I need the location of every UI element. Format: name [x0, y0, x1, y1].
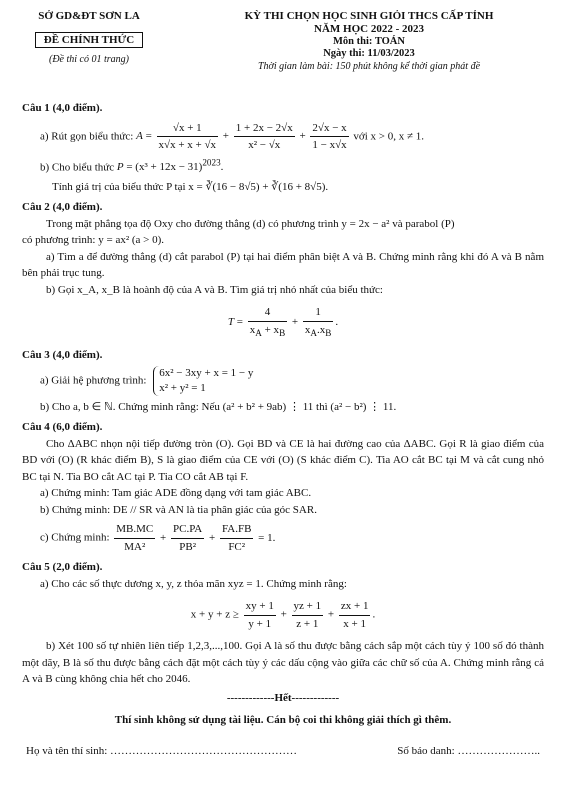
- q1b-formula: $P = (x^3 + 12x - 31)^{2023}$.: [116, 157, 224, 174]
- official-label: ĐỀ CHÍNH THỨC: [35, 32, 143, 48]
- question-4-title: Câu 4 (6,0 điểm).: [22, 421, 103, 434]
- q1b-tail: Tính giá trị của biểu thức P tại: [52, 180, 186, 193]
- q3a-prefix: a) Giải hệ phương trình:: [40, 374, 147, 387]
- exam-content: [22, 96, 544, 759]
- question-1b-tail: [22, 179, 544, 196]
- q1a-formula: A = $\frac{√x + 1}{x√x + x + √x}$ + $\frac{1 + 2x - 2√x}{\text{x² − √x}}$ + $\frac{2√x - x}{1 - x√x}$: [136, 121, 347, 151]
- question-1-title: Câu 1 (4,0 điểm).: [22, 102, 103, 114]
- question-3-title: Câu 3 (4,0 điểm).: [22, 348, 103, 361]
- equation-1: 6x² − 3xy + x = 1 − y: [159, 367, 254, 380]
- question-4a: a) Chứng minh: Tam giác ADE đồng dạng với tam giác ABC.: [40, 487, 312, 500]
- q4c-prefix: c) Chứng minh:: [40, 531, 110, 544]
- exam-date: Ngày thi: 11/03/2023: [323, 48, 415, 59]
- q4c-formula: $\frac{MB.MC}{\text{MA²}}$ + $\frac{PC.PA}{\text{PB²}}$ + $\frac{FA.FB}{\text{FC²}}$ = 1.: [116, 523, 276, 553]
- q2-formula-T: T = $\frac{4}{x_A + x_B}$ + $\frac{1}{x_A.x_B}$ .: [227, 306, 339, 338]
- equation-2: x² + y² = 1: [159, 381, 206, 394]
- equation-system: [153, 366, 253, 396]
- candidate-id-field: Số báo danh: …………………..: [397, 744, 540, 757]
- q1a-condition: với x > 0, x ≠ 1.: [353, 130, 425, 143]
- footer-note: Thí sinh không sử dụng tài liệu. Cán bộ coi thi không giải thích gì thêm.: [114, 714, 452, 727]
- question-2b: b) Gọi x_A, x_B là hoành độ của A và B. Tìm giá trị nhỏ nhất của biểu thức:: [46, 283, 383, 296]
- question-1b: [22, 157, 544, 176]
- question-2-title: Câu 2 (4,0 điểm).: [22, 201, 103, 214]
- header-right: [184, 10, 554, 72]
- question-1a: [22, 120, 544, 154]
- school-year: NĂM HỌC 2022 - 2023: [314, 23, 424, 35]
- question-4b: b) Chứng minh: DE // SR và AN là tia phân giác của góc SAR.: [40, 503, 317, 516]
- question-2-intro-1: Trong mặt phẳng tọa độ Oxy cho đường thẳng (d) có phương trình y = 2x − a² và parabol (P): [46, 217, 455, 230]
- end-marker: -------------Hết-------------: [226, 691, 340, 704]
- time-note: Thời gian làm bài: 150 phút không kể thời gian phát đề: [257, 61, 481, 72]
- q1b-prefix: b) Cho biểu thức: [40, 161, 115, 174]
- page-count-note: (Đề thi có 01 trang): [49, 54, 129, 65]
- question-4c: [22, 521, 544, 555]
- q1a-prefix: a) Rút gọn biểu thức:: [40, 130, 134, 143]
- question-4-intro: Cho ΔABC nhọn nội tiếp đường tròn (O). Gọi BD và CE là hai đường cao của ΔABC. Gọi R là giao điểm của BD với (O) (R khác điểm B), S là giao điểm của CE với (O) (S khác điểm C). Tia AO cắt BC tại M và cắt cung nhỏ BC tại N. Tia BO cắt AC tại P. Tia CO cắt AB tại F.: [22, 437, 544, 483]
- question-5-title: Câu 5 (2,0 điểm).: [22, 561, 103, 574]
- department-name: SỞ GD&ĐT SƠN LA: [38, 10, 140, 22]
- exam-title: KỲ THI CHỌN HỌC SINH GIỎI THCS CẤP TỈNH: [244, 10, 494, 22]
- question-2-intro-2: có phương trình: y = ax² (a > 0).: [22, 234, 165, 247]
- question-3a: [22, 366, 544, 396]
- question-3b: b) Cho a, b ∈ ℕ. Chứng minh rằng: Nếu (a² + b² + 9ab) ⋮ 11 thì (a² − b²) ⋮ 11.: [40, 400, 397, 413]
- question-2a: a) Tìm a để đường thẳng (d) cắt parabol (P) tại hai điểm phân biệt A và B. Chứng minh rằng khi đó A và B nằm bên phải trục tung.: [22, 250, 544, 280]
- header-left: [14, 10, 164, 65]
- q1b-x-value: x = ∛(16 − 8√5) + ∛(16 + 8√5).: [188, 180, 329, 193]
- candidate-name-field: Họ và tên thí sinh: ……………………………………………: [26, 744, 298, 757]
- subject: Môn thi: TOÁN: [333, 36, 405, 47]
- question-5a: a) Cho các số thực dương x, y, z thỏa mãn xyz = 1. Chứng minh rằng:: [40, 577, 347, 590]
- candidate-info: [22, 743, 544, 760]
- question-5b: b) Xét 100 số tự nhiên liên tiếp 1,2,3,...,100. Gọi A là số thu được bằng cách sắp một cách tùy ý 100 số đó thành một dãy, B là số thu được bằng cách đặt một cách tùy ý các dấu cộng vào giữa các chữ số của A. Chứng minh rằng cả A và B cùng không chia hết cho 2046.: [22, 640, 544, 686]
- q5-inequality: x + y + z ≥ $\frac{xy + 1}{y + 1}$ + $\frac{yz + 1}{z + 1}$ + $\frac{zx + 1}{x + 1}$ .: [190, 600, 376, 630]
